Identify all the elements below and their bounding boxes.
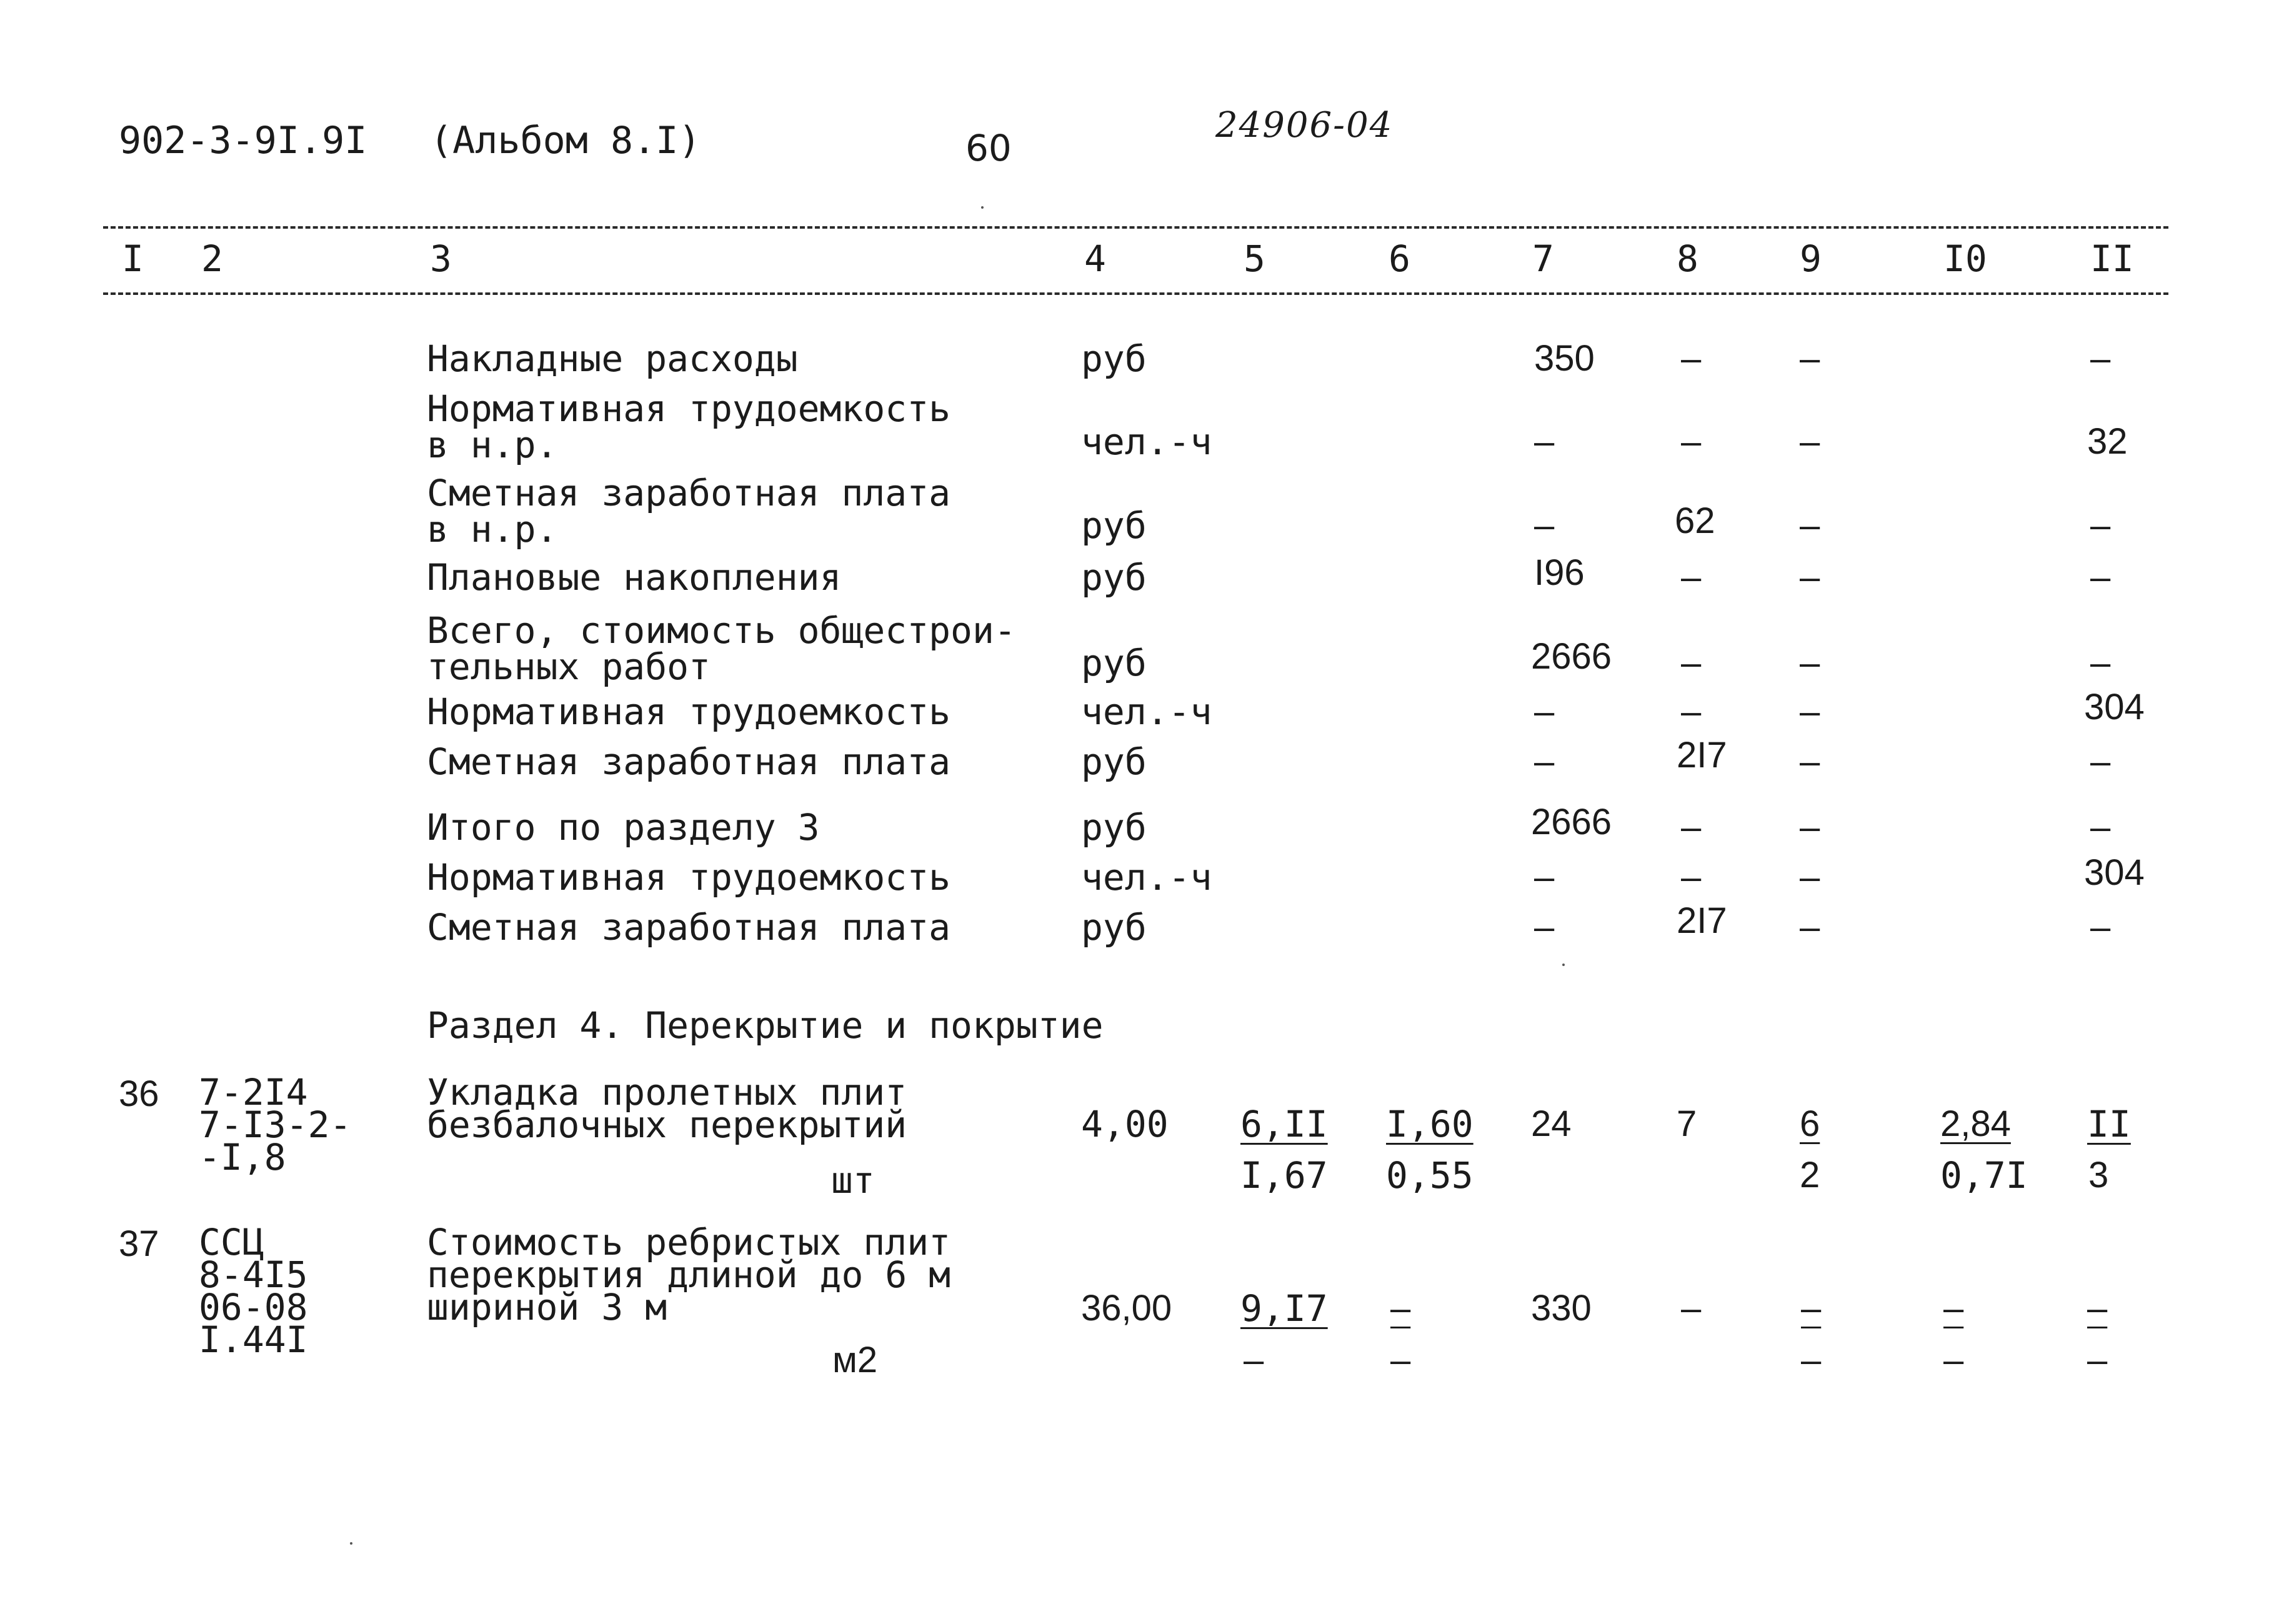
row-col9: – (1800, 691, 1820, 732)
row-col11: – (2090, 907, 2111, 947)
row-col9: – (1800, 741, 1820, 782)
row-unit: руб (1081, 642, 1147, 684)
item-col6-bottom: – (1390, 1340, 1411, 1380)
row-name: Нормативная трудоемкость (427, 690, 951, 733)
row-col8: – (1681, 642, 1702, 683)
column-header-1: I (122, 237, 144, 280)
row-col7: 350 (1534, 338, 1595, 379)
item-col6-top: I,60 (1386, 1103, 1474, 1145)
row-col8: – (1681, 807, 1702, 847)
row-col7: – (1534, 741, 1555, 782)
row-col7: – (1534, 421, 1555, 462)
row-col11: – (2090, 807, 2111, 847)
item-col9-top: – (1801, 1288, 1822, 1328)
section-title: Раздел 4. Перекрытие и покрытие (427, 1004, 1104, 1047)
row-col7: – (1534, 505, 1555, 545)
item-name: Укладка пролетных плит безбалочных перекрытий (427, 1071, 907, 1146)
row-col7: – (1534, 907, 1555, 947)
item-col7: 24 (1531, 1103, 1572, 1144)
document-code: 902-3-9I.9I (119, 119, 367, 162)
row-col11: – (2090, 741, 2111, 782)
row-col9: – (1800, 642, 1820, 683)
row-col9: – (1800, 907, 1820, 947)
row-unit: чел.-ч (1081, 856, 1212, 899)
item-col10-bottom: – (1943, 1340, 1964, 1380)
row-name: Сметная заработная плата (427, 740, 951, 783)
item-code: 7-2I4 7-I3-2- -I,8 (199, 1071, 352, 1178)
item-unit: шт (831, 1159, 875, 1202)
row-unit: руб (1081, 556, 1147, 599)
item-col6-bottom: 0,55 (1386, 1154, 1474, 1197)
item-col10-top: 2,84 (1940, 1103, 2011, 1144)
row-unit: чел.-ч (1081, 690, 1212, 733)
row-col11: 304 (2084, 687, 2145, 727)
row-col7: I96 (1534, 552, 1585, 593)
row-name: Плановые накопления (427, 556, 842, 599)
item-col5-top: 9,I7 (1240, 1287, 1328, 1330)
row-col11: 32 (2087, 421, 2128, 462)
item-col8: – (1681, 1288, 1702, 1328)
row-col7: – (1534, 857, 1555, 897)
item-col9-bottom: 2 (1800, 1155, 1820, 1195)
item-col11-top: – (2087, 1288, 2108, 1328)
item-col10-bottom: 0,7I (1940, 1154, 2028, 1197)
column-header-2: 2 (201, 237, 223, 280)
header-top-rule (103, 226, 2168, 229)
row-col11: 304 (2084, 852, 2145, 893)
row-col9: – (1800, 807, 1820, 847)
row-col8: – (1681, 857, 1702, 897)
row-col9: – (1800, 421, 1820, 462)
item-code: ССЦ 8-4I5 06-08 I.44I (199, 1221, 308, 1361)
column-header-7: 7 (1532, 237, 1554, 280)
column-header-5: 5 (1244, 237, 1265, 280)
item-col8: 7 (1677, 1103, 1697, 1144)
scan-speck (1562, 964, 1565, 966)
row-col7: 2666 (1531, 802, 1612, 842)
item-col7: 330 (1531, 1288, 1592, 1328)
column-header-4: 4 (1084, 237, 1106, 280)
row-col11: – (2090, 557, 2111, 597)
column-header-10: I0 (1943, 237, 1987, 280)
item-quantity: 36,00 (1081, 1288, 1172, 1328)
row-col8: – (1681, 421, 1702, 462)
row-name: Сметная заработная плата в н.р. (427, 472, 951, 550)
column-header-9: 9 (1800, 237, 1822, 280)
item-col11-bottom: – (2087, 1340, 2108, 1380)
row-col7: 2666 (1531, 636, 1612, 677)
scan-speck (981, 206, 984, 209)
row-col9: – (1800, 505, 1820, 545)
row-col11: – (2090, 338, 2111, 379)
row-col8: – (1681, 691, 1702, 732)
header-bottom-rule (103, 292, 2168, 295)
row-col8: 2I7 (1677, 900, 1727, 941)
page-number: 60 (965, 127, 1012, 169)
row-unit: руб (1081, 740, 1147, 783)
row-col9: – (1800, 557, 1820, 597)
handwritten-number: 24906-04 (1215, 105, 1394, 146)
row-unit: руб (1081, 806, 1147, 849)
item-quantity: 4,00 (1081, 1103, 1169, 1145)
row-col8: – (1681, 557, 1702, 597)
row-unit: чел.-ч (1081, 421, 1212, 463)
item-col6-top: – (1390, 1288, 1411, 1328)
scan-speck (350, 1542, 352, 1545)
row-name: Сметная заработная плата (427, 906, 951, 949)
item-name: Стоимость ребристых плит перекрытия длиной до 6 м шириной 3 м (427, 1221, 951, 1328)
item-col5-bottom: I,67 (1240, 1154, 1328, 1197)
column-header-3: 3 (430, 237, 452, 280)
item-col11-top: II (2087, 1103, 2131, 1145)
row-name: Накладные расходы (427, 337, 798, 380)
item-col11-bottom: 3 (2088, 1155, 2109, 1195)
row-col8: – (1681, 338, 1702, 379)
row-name: Нормативная трудоемкость в н.р. (427, 387, 951, 466)
row-col8: 2I7 (1677, 735, 1727, 775)
row-col8: 62 (1675, 501, 1715, 541)
row-unit: руб (1081, 504, 1147, 547)
row-unit: руб (1081, 337, 1147, 380)
album-label: (Альбом 8.I) (430, 119, 701, 162)
item-col5-top: 6,II (1240, 1103, 1328, 1145)
item-unit: м2 (832, 1340, 878, 1380)
item-col5-bottom: – (1244, 1340, 1264, 1380)
item-col10-top: – (1943, 1288, 1964, 1328)
row-name: Всего, стоимость общестрои- тельных работ (427, 609, 1016, 688)
item-number: 36 (119, 1074, 159, 1114)
column-header-11: II (2090, 237, 2134, 280)
row-name: Нормативная трудоемкость (427, 856, 951, 899)
item-col9-bottom: – (1801, 1340, 1822, 1380)
column-header-6: 6 (1389, 237, 1410, 280)
row-col7: – (1534, 691, 1555, 732)
row-col9: – (1800, 338, 1820, 379)
item-number: 37 (119, 1223, 159, 1264)
row-col9: – (1800, 857, 1820, 897)
row-unit: руб (1081, 906, 1147, 949)
column-header-8: 8 (1677, 237, 1698, 280)
row-col11: – (2090, 505, 2111, 545)
item-col9-top: 6 (1800, 1103, 1820, 1144)
row-name: Итого по разделу 3 (427, 806, 820, 849)
row-col11: – (2090, 642, 2111, 683)
